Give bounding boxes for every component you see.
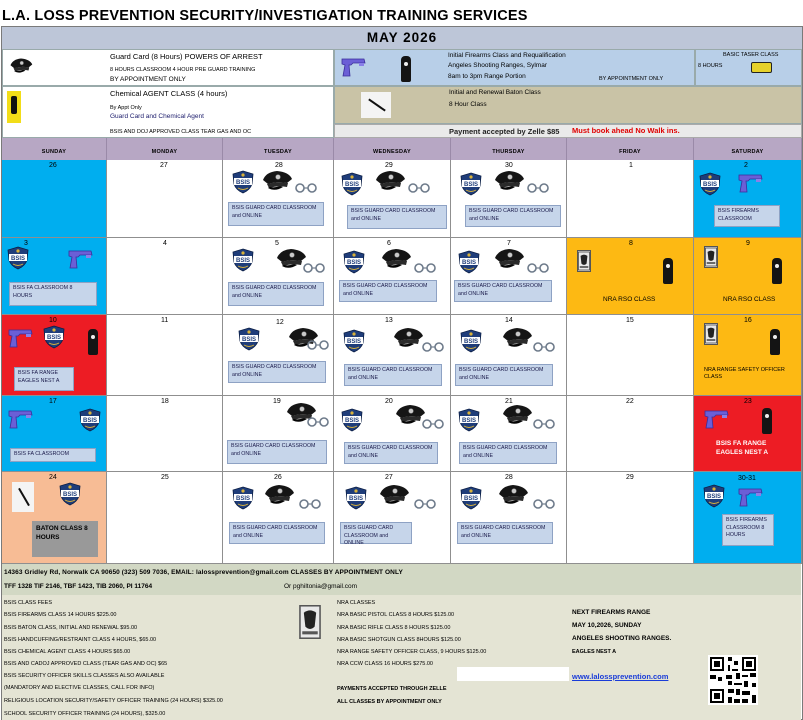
handcuffs-icon xyxy=(422,341,444,353)
day-cell[interactable] xyxy=(334,238,451,315)
next-range-title: NEXT FIREARMS RANGE xyxy=(572,609,651,616)
page-title: L.A. LOSS PREVENTION SECURITY/INVESTIGATION TRAINING SERVICES xyxy=(2,8,528,24)
day-number: 27 xyxy=(160,162,168,169)
day-number: 12 xyxy=(276,319,284,326)
fee-item: BSIS HANDCUFFING/RESTRAINT CLASS 4 HOURS, $65.00 xyxy=(4,637,157,643)
handcuffs-icon xyxy=(408,182,430,194)
class-label-nra-range-safety[interactable]: NRA RANGE SAFETY OFFICER CLASS xyxy=(704,367,785,381)
bsis-icon xyxy=(342,329,366,353)
day-number: 7 xyxy=(507,240,511,247)
next-range-place: ANGELES SHOOTING RANGES. xyxy=(572,635,672,642)
hat-icon xyxy=(501,327,533,349)
day-number: 14 xyxy=(505,317,513,324)
day-cell[interactable] xyxy=(451,472,567,564)
hat-icon xyxy=(493,248,525,270)
next-range-date: MAY 10,2026, SUNDAY xyxy=(572,622,642,629)
day-number: 3 xyxy=(24,240,28,247)
handcuffs-icon xyxy=(303,262,325,274)
day-number: 13 xyxy=(385,317,393,324)
class-box-firearms[interactable]: BSIS FA CLASSROOM xyxy=(10,448,96,462)
baton-line2: 8 Hour Class xyxy=(449,101,487,108)
hat-icon xyxy=(263,484,295,506)
class-box-guard-card[interactable]: BSIS GUARD CARD CLASSROOM and ONLINE xyxy=(339,280,437,302)
class-box-guard-card[interactable]: BSIS GUARD CARD CLASSROOM and ONLINE xyxy=(344,442,438,464)
day-cell[interactable] xyxy=(694,396,802,472)
nra-title: NRA CLASSES xyxy=(337,600,376,606)
day-cell[interactable] xyxy=(334,315,451,396)
day-number: 26 xyxy=(49,162,57,169)
day-cell[interactable] xyxy=(2,396,107,472)
day-number: 30 xyxy=(505,162,513,169)
qr-code-icon[interactable] xyxy=(708,655,758,705)
class-box-firearms[interactable]: BSIS FIREARMS CLASSROOM 8 HOURS xyxy=(722,514,774,546)
day-number: 19 xyxy=(273,398,281,405)
handcuffs-icon xyxy=(307,339,329,351)
class-box-guard-card[interactable]: BSIS GUARD CARD CLASSROOM and ONLINE xyxy=(459,442,557,464)
day-number: 22 xyxy=(626,398,634,405)
day-number: 15 xyxy=(626,317,634,324)
bsis-icon xyxy=(6,246,30,270)
day-cell[interactable] xyxy=(451,396,567,472)
class-box-guard-card[interactable]: BSIS GUARD CARD CLASSROOM and ONLINE xyxy=(344,364,442,386)
fee-item: BSIS BATON CLASS, INITIAL AND RENEWAL $95.00 xyxy=(4,625,138,631)
nra-item: NRA BASIC RIFLE CLASS 8 HOURS $125.00 xyxy=(337,625,451,631)
payment-text: Payment accepted by Zelle $85 xyxy=(449,127,560,136)
class-box-firearms[interactable]: BSIS FA RANGE EAGLES NEST A xyxy=(14,367,74,391)
class-box-guard-card[interactable]: BSIS GUARD CARD CLASSROOM and ONLINE xyxy=(227,440,327,464)
day-number: 4 xyxy=(163,240,167,247)
class-box-guard-card[interactable]: BSIS GUARD CARD CLASSROOM and ONLINE xyxy=(229,522,325,544)
day-number: 17 xyxy=(49,398,57,405)
day-number: 27 xyxy=(385,474,393,481)
class-label-nra-rso[interactable]: NRA RSO CLASS xyxy=(603,296,656,303)
day-cell[interactable] xyxy=(107,396,223,472)
fee-item: BSIS SECURITY OFFICER SKILLS CLASSES ALSO AVAILABLE xyxy=(4,673,165,679)
day-number: 6 xyxy=(387,240,391,247)
day-cell[interactable] xyxy=(451,238,567,315)
hat-icon xyxy=(493,170,525,192)
nra-badge-icon xyxy=(577,250,591,272)
firearms-line1: Initial Firearms Class and Requalification xyxy=(448,52,566,59)
day-number: 9 xyxy=(746,240,750,247)
day-number: 26 xyxy=(274,474,282,481)
bsis-icon xyxy=(231,486,255,510)
target-icon xyxy=(663,258,673,284)
bsis-icon xyxy=(42,325,66,349)
class-label-firearms-range[interactable]: BSIS FA RANGE EAGLES NEST A xyxy=(716,440,769,456)
handcuffs-icon xyxy=(533,341,555,353)
handcuffs-icon xyxy=(414,498,436,510)
alt-email[interactable]: Or pghiltonia@gmail.com xyxy=(284,583,358,590)
license-line: TFF 1328 TIF 2146, TBF 1423, TIB 2060, PI 11764 xyxy=(4,583,153,590)
class-box-guard-card[interactable]: BSIS GUARD CARD CLASSROOM and ONLINE xyxy=(465,205,561,227)
taser-hours: 8 HOURS xyxy=(698,63,723,69)
spray-icon xyxy=(7,91,21,123)
firearms-appt: BY APPOINTMENT ONLY xyxy=(599,76,664,82)
day-cell[interactable] xyxy=(567,160,694,238)
taser-info xyxy=(695,49,802,86)
target-icon xyxy=(770,329,780,355)
day-cell[interactable] xyxy=(223,160,334,238)
day-cell[interactable] xyxy=(2,160,107,238)
pistol-icon xyxy=(738,486,764,508)
fees-title: BSIS CLASS FEES xyxy=(4,600,52,606)
pistol-icon xyxy=(68,248,94,270)
nra-appt: ALL CLASSES BY APPOINTMENT ONLY xyxy=(337,699,442,705)
dow-sunday: SUNDAY xyxy=(2,138,107,160)
day-cell[interactable] xyxy=(107,238,223,315)
handcuffs-icon xyxy=(422,418,444,430)
hat-icon xyxy=(392,327,424,349)
bsis-icon xyxy=(702,484,726,508)
class-box-guard-card[interactable]: BSIS GUARD CARD CLASSROOM and ONLINE xyxy=(457,522,553,544)
day-number: 25 xyxy=(161,474,169,481)
address-line: 14363 Gridley Rd, Norwalk CA 90650 (323) 509 7036, EMAIL: lalossprevention@gmail.com CLASSES BY APPOINTMENT ONLY xyxy=(4,569,403,576)
fee-item: (MANDATORY AND ELECTIVE CLASSES, CALL FOR INFO) xyxy=(4,685,155,691)
nra-badge-icon xyxy=(298,605,322,639)
bsis-icon xyxy=(340,172,364,196)
handcuffs-icon xyxy=(533,418,555,430)
class-box-baton[interactable]: BATON CLASS 8 HOURS xyxy=(32,521,98,557)
day-cell[interactable] xyxy=(223,315,334,396)
pistol-icon xyxy=(8,408,34,430)
baton-icon xyxy=(361,92,391,118)
fees-section xyxy=(2,595,801,720)
day-number: 20 xyxy=(385,398,393,405)
day-cell[interactable] xyxy=(451,315,567,396)
handcuffs-icon xyxy=(527,182,549,194)
day-cell[interactable] xyxy=(2,238,107,315)
day-number: 8 xyxy=(629,240,633,247)
pistol-icon xyxy=(8,327,34,349)
handcuffs-icon xyxy=(299,498,321,510)
dow-wednesday: WEDNESDAY xyxy=(334,138,451,160)
taser-icon xyxy=(751,62,772,73)
baton-icon xyxy=(12,482,34,512)
bsis-icon xyxy=(457,250,481,274)
bsis-icon xyxy=(459,329,483,353)
pistol-icon xyxy=(341,56,367,78)
nra-badge-icon xyxy=(704,246,718,268)
baton-line1: Initial and Renewal Baton Class xyxy=(449,89,541,96)
bsis-icon xyxy=(78,408,102,432)
day-number: 18 xyxy=(161,398,169,405)
nra-item: NRA BASIC SHOTGUN CLASS 8HOURS $125.00 xyxy=(337,637,461,643)
day-number: 1 xyxy=(629,162,633,169)
class-box-guard-card[interactable]: BSIS GUARD CARD CLASSROOM and ONLINE xyxy=(455,364,553,386)
day-cell[interactable] xyxy=(694,238,802,315)
nra-item: NRA RANGE SAFETY OFFICER CLASS, 9 HOURS $125.00 xyxy=(337,649,487,655)
class-box-guard-card[interactable]: BSIS GUARD CARD CLASSROOM and ONLINE xyxy=(228,361,326,383)
hat-icon xyxy=(9,57,33,75)
guard-card-appt: BY APPOINTMENT ONLY xyxy=(110,76,186,83)
payment-row xyxy=(334,124,802,138)
website-link[interactable]: www.lalossprevention.com xyxy=(572,672,669,681)
fee-item: RELIGIOUS LOCATION SECURITY/SAFETY OFFICER TRAINING (24 HOURS) $325.00 xyxy=(4,698,223,704)
guard-card-sub: 8 HOURS CLASSROOM 4 HOUR PRE GUARD TRAINING xyxy=(110,67,256,73)
dow-tuesday: TUESDAY xyxy=(223,138,334,160)
day-cell[interactable] xyxy=(334,396,451,472)
bsis-icon xyxy=(237,327,261,351)
chemical-agent-info xyxy=(2,86,334,138)
taser-title: BASIC TASER CLASS xyxy=(723,52,779,58)
day-cell[interactable] xyxy=(223,472,334,564)
guard-card-info xyxy=(2,49,334,86)
bsis-icon xyxy=(342,250,366,274)
day-cell[interactable] xyxy=(694,472,802,564)
class-box-firearms[interactable]: BSIS FIREARMS CLASSROOM xyxy=(714,205,780,227)
day-number: 28 xyxy=(505,474,513,481)
fee-item: BSIS FIREARMS CLASS 14 HOURS $225.00 xyxy=(4,612,117,618)
month-header: MAY 2026 xyxy=(2,27,802,49)
handcuffs-icon xyxy=(414,262,436,274)
hat-icon xyxy=(378,484,410,506)
day-number: 29 xyxy=(626,474,634,481)
nra-badge-icon xyxy=(704,323,718,345)
bsis-icon xyxy=(231,170,255,194)
bsis-icon xyxy=(58,482,82,506)
guard-card-title: Guard Card (8 Hours) POWERS OF ARREST xyxy=(110,52,263,61)
day-number: 24 xyxy=(49,474,57,481)
day-cell[interactable] xyxy=(694,160,802,238)
contact-strip xyxy=(2,564,801,595)
dow-friday: FRIDAY xyxy=(567,138,694,160)
day-number: 10 xyxy=(49,317,57,324)
bsis-icon xyxy=(457,408,481,432)
handcuffs-icon xyxy=(533,498,555,510)
day-cell[interactable] xyxy=(567,472,694,564)
fee-item: SCHOOL SECURITY OFFICER TRAINING (24 HOURS), $325.00 xyxy=(4,711,166,717)
day-cell[interactable] xyxy=(2,315,107,396)
pistol-icon xyxy=(704,408,730,430)
day-cell[interactable] xyxy=(334,472,451,564)
day-cell[interactable] xyxy=(451,160,567,238)
bsis-icon xyxy=(698,172,722,196)
day-number: 23 xyxy=(744,398,752,405)
day-number: 29 xyxy=(385,162,393,169)
target-icon xyxy=(762,408,772,434)
bsis-icon xyxy=(459,486,483,510)
nra-item: NRA CCW CLASS 16 HOURS $275.00 xyxy=(337,661,433,667)
day-cell[interactable] xyxy=(223,396,334,472)
day-cell[interactable] xyxy=(2,472,107,564)
class-box-guard-card[interactable]: BSIS GUARD CARD CLASSROOM and ONLINE xyxy=(454,280,552,302)
day-cell[interactable] xyxy=(694,315,802,396)
day-number: 21 xyxy=(505,398,513,405)
hat-icon xyxy=(374,170,406,192)
hat-icon xyxy=(497,484,529,506)
class-box-guard-card[interactable]: BSIS GUARD CARD CLASSROOM and ONLINE xyxy=(228,202,324,226)
hat-icon xyxy=(501,404,533,426)
firearms-line2: Angeles Shooting Ranges, Sylmar xyxy=(448,62,548,69)
hat-icon xyxy=(261,170,293,192)
day-cell[interactable] xyxy=(567,315,694,396)
chemical-agent-appt: By Appt Only xyxy=(110,105,142,111)
day-number: 5 xyxy=(275,240,279,247)
day-cell[interactable] xyxy=(567,238,694,315)
baton-info xyxy=(334,86,802,124)
day-cell[interactable] xyxy=(223,238,334,315)
dow-thursday: THURSDAY xyxy=(451,138,567,160)
class-box-guard-card[interactable]: BSIS GUARD CARD CLASSROOM and ONLINE xyxy=(228,282,324,306)
nra-payment: PAYMENTS ACCEPTED THROUGH ZELLE xyxy=(337,686,447,692)
handcuffs-icon xyxy=(527,262,549,274)
target-icon xyxy=(772,258,782,284)
day-number: 2 xyxy=(744,162,748,169)
chemical-agent-note: BSIS AND DOJ APPROVED CLASS TEAR GAS AND OC xyxy=(110,129,252,135)
day-number: 30-31 xyxy=(738,475,756,482)
firearms-line3: 8am to 3pm Range Portion xyxy=(448,73,526,80)
day-cell[interactable] xyxy=(567,396,694,472)
payment-note: Must book ahead No Walk ins. xyxy=(572,126,680,135)
day-number: 28 xyxy=(275,162,283,169)
day-cell[interactable] xyxy=(107,160,223,238)
dow-monday: MONDAY xyxy=(107,138,223,160)
chemical-agent-sub: Guard Card and Chemical Agent xyxy=(110,113,204,120)
bsis-icon xyxy=(459,172,483,196)
dow-saturday: SATURDAY xyxy=(694,138,802,160)
day-cell[interactable] xyxy=(107,472,223,564)
chemical-agent-title: Chemical AGENT CLASS (4 hours) xyxy=(110,89,228,98)
day-cell[interactable] xyxy=(107,315,223,396)
class-box-firearms[interactable]: BSIS FA CLASSROOM 8 HOURS xyxy=(9,282,97,306)
day-number: 16 xyxy=(744,317,752,324)
day-cell[interactable] xyxy=(334,160,451,238)
nra-item: NRA BASIC PISTOL CLASS 8 HOURS $125.00 xyxy=(337,612,455,618)
firearms-info xyxy=(334,49,695,86)
next-range-nest: EAGLES NEST A xyxy=(572,649,617,655)
day-number: 11 xyxy=(161,317,169,324)
bsis-icon xyxy=(340,408,364,432)
pistol-icon xyxy=(738,172,764,194)
blank-box xyxy=(457,667,569,681)
class-box-guard-card[interactable]: BSIS GUARD CARD CLASSROOM and ONLINE xyxy=(340,522,412,544)
target-icon xyxy=(88,329,98,355)
fee-item: BSIS AND CADOJ APPROVED CLASS (TEAR GAS AND OC) $65 xyxy=(4,661,168,667)
handcuffs-icon xyxy=(307,416,329,428)
fee-item: BSIS CHEMICAL AGENT CLASS 4 HOURS $65.00 xyxy=(4,649,131,655)
handcuffs-icon xyxy=(295,182,317,194)
class-box-guard-card[interactable]: BSIS GUARD CARD CLASSROOM and ONLINE xyxy=(347,205,447,229)
bsis-icon xyxy=(344,486,368,510)
hat-icon xyxy=(380,248,412,270)
bsis-icon xyxy=(231,248,255,272)
class-label-nra-rso[interactable]: NRA RSO CLASS xyxy=(723,296,776,303)
target-icon xyxy=(401,56,411,82)
